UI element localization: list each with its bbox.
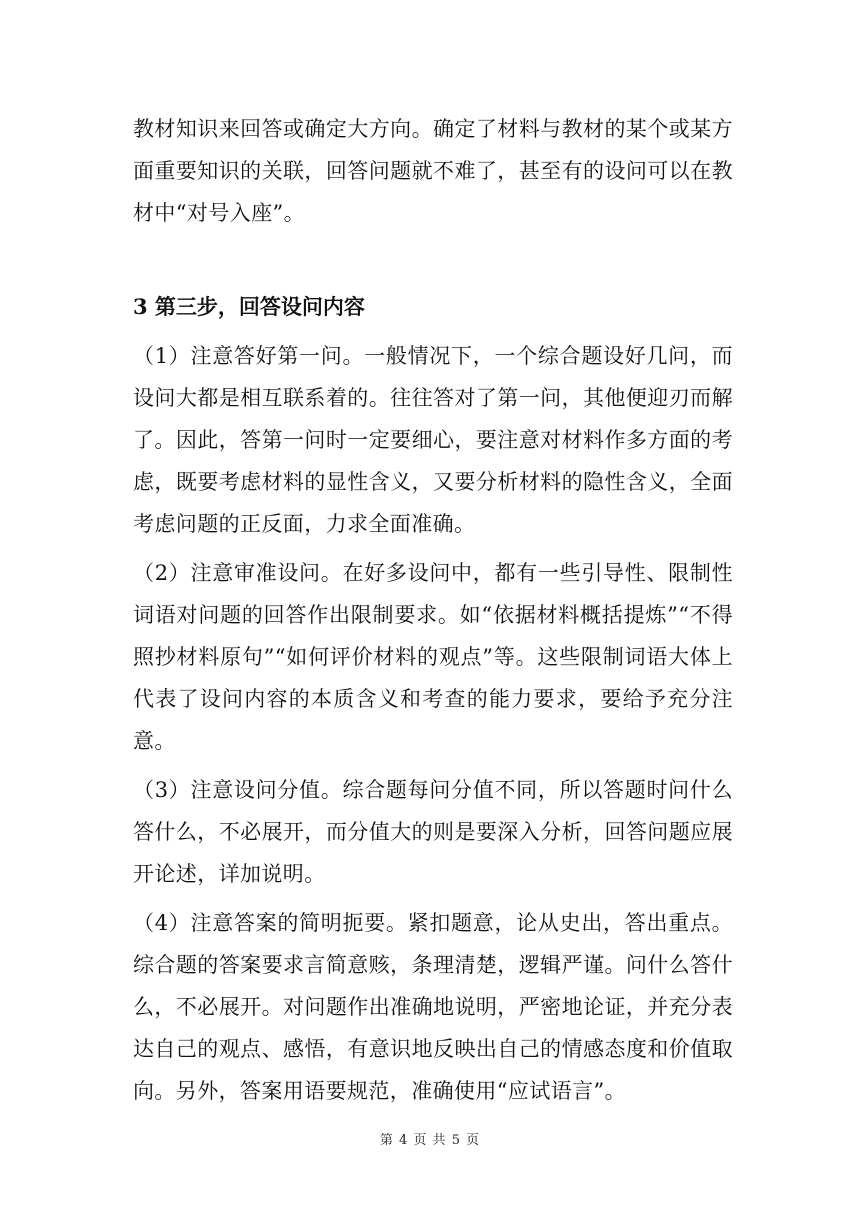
list-item: （3）注意设问分值。综合题每问分值不同，所以答题时问什么答什么，不必展开，而分值大的则是要深入分析，回答问题应展开论述，详加说明。 bbox=[133, 778, 733, 886]
page-number-footer: 第 4 页 共 5 页 bbox=[379, 1133, 481, 1148]
list-item: （1）注意答好第一问。一般情况下，一个综合题设好几问，而设问大都是相互联系着的。往往答对了第一问，其他便迎刃而解了。因此，答第一问时一定要细心，要注意对材料作多方面的考虑，既要考虑材料的显性含义，又要分析材料的隐性含义，全面考虑问题的正反面，力求全面准确。 bbox=[133, 344, 733, 536]
section-heading: 3 第三步，回答设问内容 bbox=[133, 294, 365, 319]
intro-paragraph: 教材知识来回答或确定大方向。确定了材料与教材的某个或某方面重要知识的关联，回答问题就不难了，甚至有的设问可以在教材中“对号入座”。 bbox=[133, 117, 733, 225]
list-item: （2）注意审准设问。在好多设问中，都有一些引导性、限制性词语对问题的回答作出限制要求。如“依据材料概括提炼”“不得照抄材料原句”“如何评价材料的观点”等。这些限制词语大体上代表了设问内容的本质含义和考查的能力要求，要给予充分注意。 bbox=[133, 561, 733, 753]
list-item: （4）注意答案的简明扼要。紧扣题意，论从史出，答出重点。综合题的答案要求言简意赅，条理清楚，逻辑严谨。问什么答什么，不必展开。对问题作出准确地说明，严密地论证，并充分表达自己的观点、感悟，有意识地反映出自己的情感态度和价值取向。另外，答案用语要规范，准确使用“应试语言”。 bbox=[133, 911, 733, 1103]
page-content bbox=[133, 108, 733, 1119]
